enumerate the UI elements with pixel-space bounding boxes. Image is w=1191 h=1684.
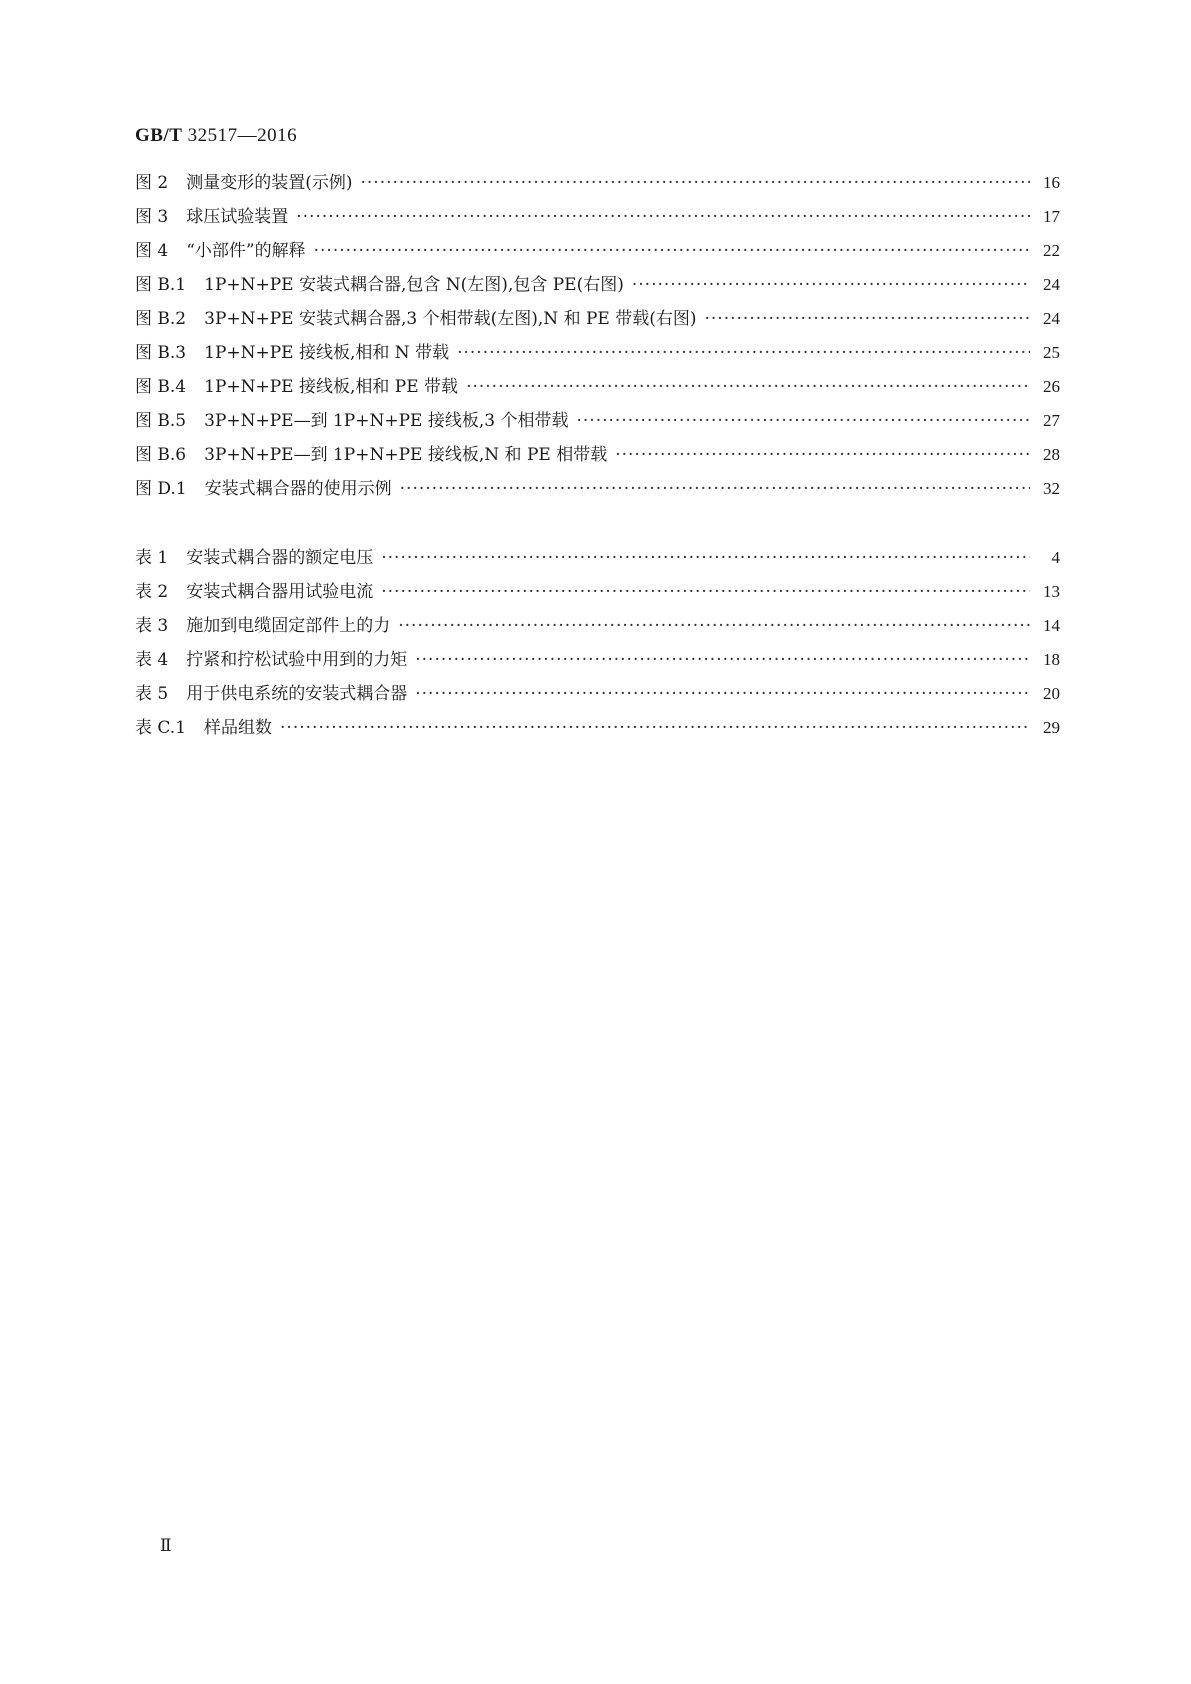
entry-label: 表 1: [135, 548, 169, 568]
toc-entry-table-3[interactable]: [135, 611, 1060, 635]
standard-prefix: GB/T: [135, 125, 183, 146]
toc-entry-table-c1[interactable]: [135, 713, 1060, 737]
entry-title: 测量变形的装置(示例): [186, 173, 353, 193]
dot-leader: [415, 650, 1030, 670]
entry-label: 图 B.2: [135, 309, 187, 329]
entry-title: 3P+N+PE—到 1P+N+PE 接线板,N 和 PE 相带载: [204, 445, 608, 465]
entry-page: 17: [1043, 207, 1060, 226]
dot-leader: [705, 309, 1031, 329]
entry-page: 28: [1043, 445, 1060, 464]
entry-label: 图 B.1: [135, 275, 187, 295]
entry-label: 图 D.1: [135, 479, 187, 499]
entry-label: 图 B.5: [135, 411, 187, 431]
entry-label: 图 4: [135, 241, 169, 261]
entry-page: 13: [1043, 582, 1060, 601]
entry-title: 1P+N+PE 接线板,相和 PE 带载: [204, 377, 459, 397]
toc-entry-table-1[interactable]: [135, 543, 1060, 567]
dot-leader: [457, 343, 1030, 363]
entry-title: “小部件”的解释: [186, 241, 306, 261]
dot-leader: [415, 684, 1030, 704]
dot-leader: [615, 445, 1030, 465]
toc-entry-figure-2[interactable]: [135, 168, 1060, 192]
entry-page: 20: [1043, 684, 1060, 703]
dot-leader: [577, 411, 1031, 431]
entry-label: 图 3: [135, 207, 169, 227]
entry-page: 24: [1043, 275, 1060, 294]
dot-leader: [296, 207, 1030, 227]
toc-entry-figure-b6[interactable]: [135, 440, 1060, 464]
entry-page: 22: [1043, 241, 1060, 260]
entry-title: 安装式耦合器用试验电流: [186, 582, 374, 602]
entry-label: 图 B.6: [135, 445, 187, 465]
dot-leader: [381, 582, 1030, 602]
dot-leader: [632, 275, 1030, 295]
entry-label: 图 B.4: [135, 377, 187, 397]
dot-leader: [361, 173, 1031, 193]
entry-title: 用于供电系统的安装式耦合器: [186, 684, 408, 704]
entry-title: 球压试验装置: [186, 207, 289, 227]
entry-label: 图 B.3: [135, 343, 187, 363]
toc-entry-table-5[interactable]: [135, 679, 1060, 703]
entry-title: 安装式耦合器的使用示例: [204, 479, 392, 499]
dot-leader: [400, 479, 1030, 499]
entry-label: 表 C.1: [135, 718, 187, 738]
entry-label: 表 5: [135, 684, 169, 704]
entry-page: 25: [1043, 343, 1060, 362]
entry-label: 图 2: [135, 173, 169, 193]
toc-entry-table-2[interactable]: [135, 577, 1060, 601]
entry-title: 1P+N+PE 安装式耦合器,包含 N(左图),包含 PE(右图): [204, 275, 624, 295]
toc-entry-table-4[interactable]: [135, 645, 1060, 669]
entry-page: 14: [1043, 616, 1060, 635]
entry-page: 26: [1043, 377, 1060, 396]
entry-page: 18: [1043, 650, 1060, 669]
entry-title: 拧紧和拧松试验中用到的力矩: [186, 650, 408, 670]
entry-title: 安装式耦合器的额定电压: [186, 548, 374, 568]
entry-title: 施加到电缆固定部件上的力: [186, 616, 391, 636]
entry-title: 1P+N+PE 接线板,相和 N 带载: [204, 343, 450, 363]
entry-label: 表 3: [135, 616, 169, 636]
toc-entry-figure-3[interactable]: [135, 202, 1060, 226]
toc-entry-figure-b1[interactable]: [135, 270, 1060, 294]
entry-title: 3P+N+PE—到 1P+N+PE 接线板,3 个相带载: [204, 411, 569, 431]
page-number: Ⅱ: [160, 1536, 172, 1555]
standard-number: 32517—2016: [187, 125, 298, 146]
entry-title: 3P+N+PE 安装式耦合器,3 个相带载(左图),N 和 PE 带载(右图): [204, 309, 697, 329]
document-code: [135, 125, 297, 147]
toc-entry-figure-b3[interactable]: [135, 338, 1060, 362]
entry-page: 4: [1051, 548, 1060, 567]
toc-entry-figure-d1[interactable]: [135, 474, 1060, 498]
entry-title: 样品组数: [204, 718, 273, 738]
toc-entry-figure-b4[interactable]: [135, 372, 1060, 396]
entry-page: 16: [1043, 173, 1060, 192]
dot-leader: [280, 718, 1030, 738]
dot-leader: [314, 241, 1030, 261]
entry-page: 32: [1043, 479, 1060, 498]
dot-leader: [466, 377, 1030, 397]
toc-entry-figure-b2[interactable]: [135, 304, 1060, 328]
entry-page: 29: [1043, 718, 1060, 737]
toc-entry-figure-4[interactable]: [135, 236, 1060, 260]
entry-label: 表 4: [135, 650, 169, 670]
entry-page: 27: [1043, 411, 1060, 430]
entry-page: 24: [1043, 309, 1060, 328]
dot-leader: [381, 548, 1030, 568]
dot-leader: [398, 616, 1030, 636]
toc-entry-figure-b5[interactable]: [135, 406, 1060, 430]
entry-label: 表 2: [135, 582, 169, 602]
